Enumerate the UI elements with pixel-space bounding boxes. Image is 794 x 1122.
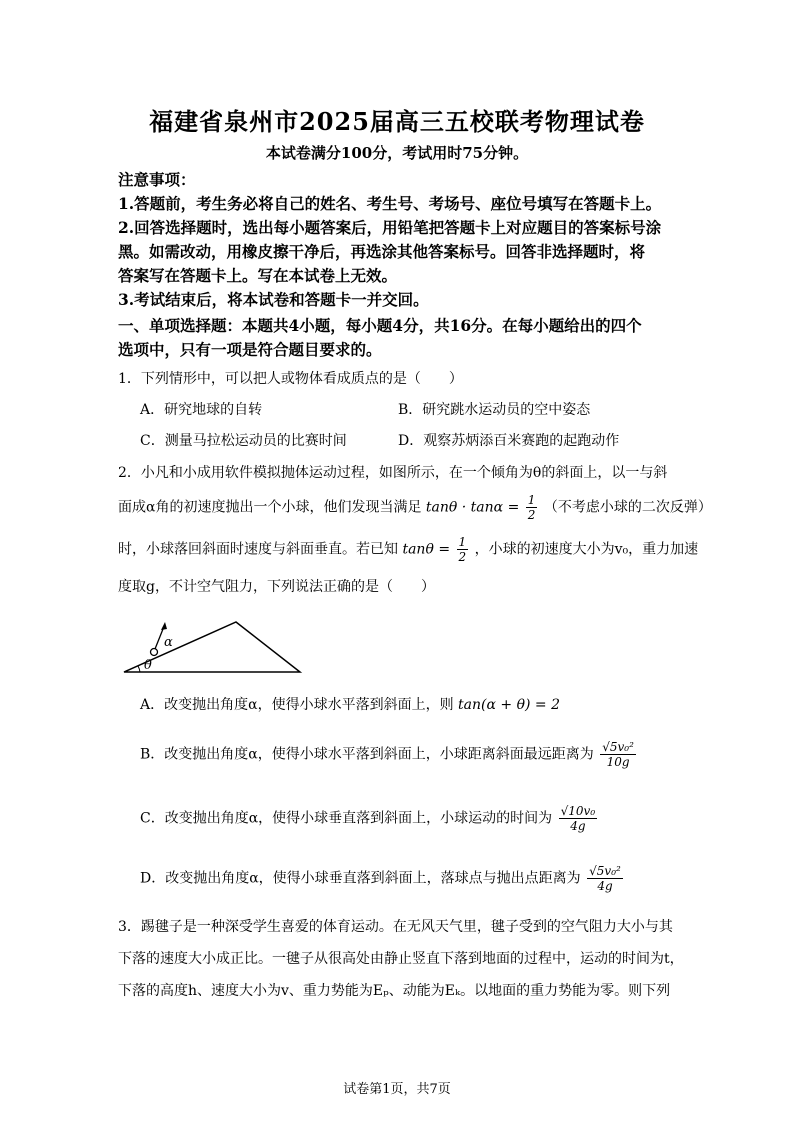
q2-tan-theta-expression: tanθ =	[402, 541, 451, 558]
q2-option-c	[140, 804, 599, 833]
fraction-numerator: 1	[527, 493, 536, 507]
theta-arc	[138, 666, 140, 672]
fraction-numerator: √10v₀	[560, 804, 596, 818]
fraction-denominator: 2	[527, 508, 536, 522]
q2-line-4: 度取g，不计空气阻力，下列说法正确的是（ ）	[118, 579, 435, 595]
fraction-denominator: 4g	[587, 878, 623, 893]
fraction-numerator: √5v₀²	[602, 740, 634, 754]
fraction-denominator: 10g	[600, 754, 636, 769]
fraction-numerator: √5v₀²	[589, 864, 621, 878]
q1-option-a: A．研究地球的自转	[140, 402, 263, 418]
q2-option-b	[140, 740, 638, 769]
q3-line-1: 3．踢毽子是一种深受学生喜爱的体育运动。在无风天气里，毽子受到的空气阻力大小与其	[118, 919, 673, 935]
q2-line-2-text-b: （不考虑小球的二次反弹）	[543, 499, 712, 516]
q2-option-a-text: A．改变抛出角度α，使得小球水平落到斜面上，则	[140, 697, 454, 713]
q2-line-2	[118, 493, 712, 522]
notice-line-2: 2.回答选择题时，选出每小题答案后，用铅笔把答题卡上对应题目的答案标号涂	[118, 218, 662, 237]
notice-line-1: 1.答题前，考生务必将自己的姓名、考生号、考场号、座位号填写在答题卡上。	[118, 194, 662, 213]
arrow-head	[161, 622, 167, 630]
fraction-denominator: 4g	[559, 818, 598, 833]
q2-line-2-text-a: 面成α角的初速度抛出一个小球，他们发现当满足	[118, 499, 422, 516]
q1-option-c: C．测量马拉松运动员的比赛时间	[140, 433, 347, 449]
q2-option-c-text: C．改变抛出角度α，使得小球垂直落到斜面上，小球运动的时间为	[140, 810, 553, 827]
q1-option-d: D．观察苏炳添百米赛跑的起跑动作	[398, 433, 620, 449]
notice-heading: 注意事项：	[118, 170, 196, 189]
section-heading-line-2: 选项中，只有一项是符合题目要求的。	[118, 340, 382, 359]
q3-line-3: 下落的高度h、速度大小为v、重力势能为Eₚ、动能为Eₖ。以地面的重力势能为零。则下列	[118, 983, 671, 999]
q2-option-d-text: D．改变抛出角度α，使得小球垂直落到斜面上，落球点与抛出点距离为	[140, 870, 581, 887]
q2-option-c-fraction	[559, 804, 598, 833]
alpha-label: α	[164, 635, 173, 650]
q2-option-b-text: B．改变抛出角度α，使得小球水平落到斜面上，小球距离斜面最远距离为	[140, 746, 594, 763]
q2-option-d	[140, 864, 625, 893]
theta-label: θ	[144, 658, 152, 673]
q1-option-b: B．研究跳水运动员的空中姿态	[398, 402, 591, 418]
page-title: 福建省泉州市2025届高三五校联考物理试卷	[149, 107, 645, 136]
page-footer: 试卷第1页，共7页	[343, 1082, 451, 1097]
q2-line-3-text-a: 时，小球落回斜面时速度与斜面垂直。若已知	[118, 541, 398, 558]
q2-tan-theta-fraction	[457, 535, 469, 564]
q2-option-a-expression: tan(α + θ) = 2	[458, 697, 560, 713]
q1-stem: 1．下列情形中，可以把人或物体看成质点的是（ ）	[118, 371, 463, 387]
ball	[151, 649, 158, 656]
fraction-numerator: 1	[458, 535, 467, 549]
fraction-denominator: 2	[458, 550, 467, 564]
notice-line-3: 黑。如需改动，用橡皮擦干净后，再选涂其他答案标号。回答非选择题时，将	[118, 242, 646, 261]
q2-option-a	[140, 694, 560, 714]
q2-line-3	[118, 535, 698, 564]
q2-line-3-text-b: ，小球的初速度大小为v₀，重力加速	[474, 541, 699, 558]
q3-line-2: 下落的速度大小成正比。一毽子从很高处由静止竖直下落到地面的过程中，运动的时间为t，	[118, 951, 684, 967]
q2-condition-fraction	[526, 493, 538, 522]
incline-diagram	[118, 608, 308, 680]
q2-line-1: 2．小凡和小成用软件模拟抛体运动过程，如图所示，在一个倾角为θ的斜面上，以一与斜	[118, 465, 668, 481]
section-heading-line-1: 一、单项选择题：本题共4小题，每小题4分，共16分。在每小题给出的四个	[118, 316, 642, 335]
q2-condition-expression: tanθ · tanα =	[425, 499, 520, 516]
notice-line-4: 答案写在答题卡上。写在本试卷上无效。	[118, 266, 398, 285]
q2-option-b-fraction	[600, 740, 636, 769]
notice-line-5: 3.考试结束后，将本试卷和答题卡一并交回。	[118, 290, 429, 309]
q2-option-d-fraction	[587, 864, 623, 893]
page-subtitle: 本试卷满分100分，考试用时75分钟。	[265, 144, 529, 162]
